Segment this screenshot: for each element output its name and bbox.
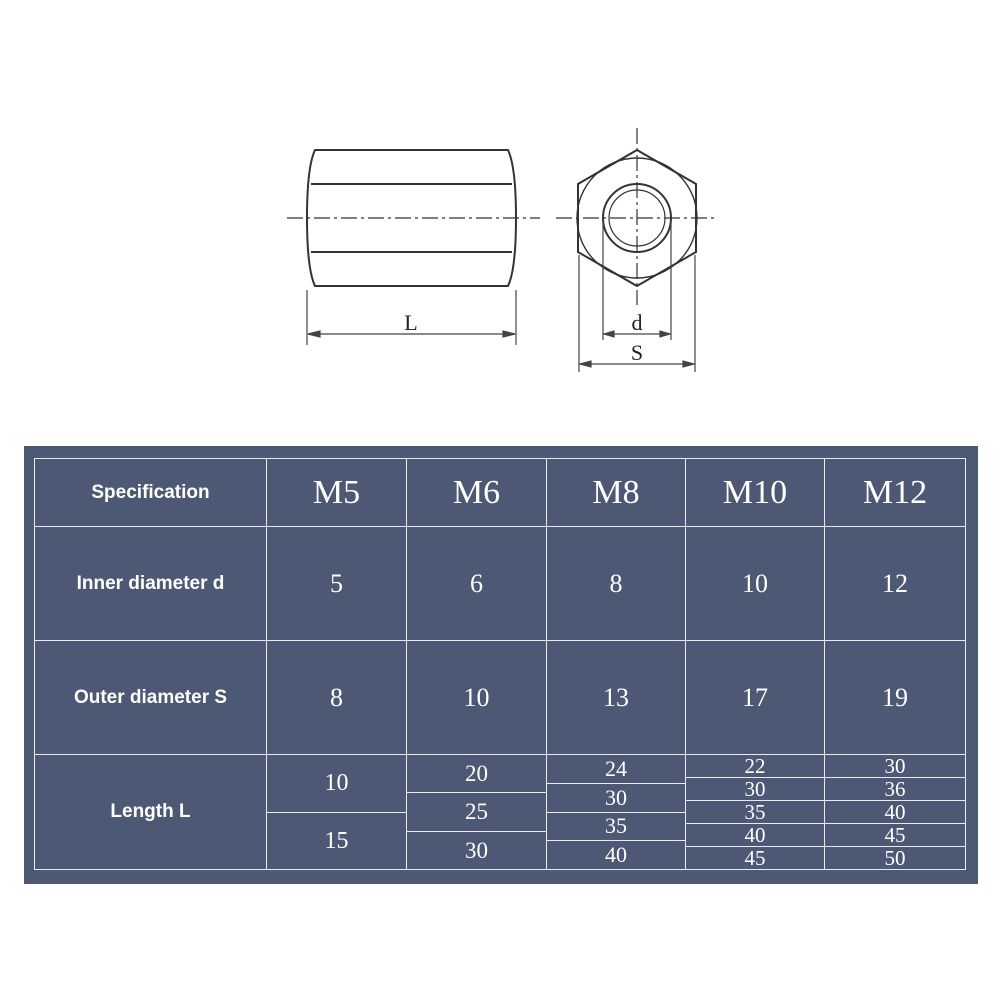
- spec-table-panel: [24, 446, 978, 884]
- size-header: M6: [407, 458, 547, 527]
- outer-diameter-row-label: Outer diameter S: [34, 641, 267, 755]
- length-option: 30: [825, 755, 965, 778]
- length-option: 45: [825, 824, 965, 847]
- length-options-m5: [267, 755, 407, 870]
- outer-diameter-value: 17: [686, 641, 825, 755]
- inner-diameter-label: d: [631, 310, 643, 335]
- length-option: 15: [324, 827, 349, 854]
- length-option: 30: [547, 784, 685, 813]
- length-option: 35: [686, 801, 824, 824]
- technical-drawing: [0, 0, 1000, 420]
- inner-diameter-value: 5: [267, 527, 407, 641]
- size-header: M5: [267, 458, 407, 527]
- length-option: 24: [547, 755, 685, 784]
- size-header: M8: [547, 458, 686, 527]
- inner-diameter-value: 8: [547, 527, 686, 641]
- length-options-m6: [407, 755, 547, 870]
- outer-diameter-label: S: [630, 340, 644, 365]
- outer-diameter-value: 13: [547, 641, 686, 755]
- length-option: 10: [267, 755, 406, 813]
- length-options-m10: [686, 755, 825, 870]
- length-option: 40: [825, 801, 965, 824]
- length-option: 25: [407, 793, 546, 831]
- length-option: 50: [884, 845, 906, 870]
- length-row-label: Length L: [34, 755, 267, 870]
- specification-header: Specification: [34, 458, 267, 527]
- size-header: M12: [825, 458, 966, 527]
- length-option: 30: [465, 837, 488, 863]
- length-options-m8: [547, 755, 686, 870]
- outer-diameter-value: 19: [825, 641, 966, 755]
- length-options-m12: [825, 755, 966, 870]
- length-option: 36: [825, 778, 965, 801]
- side-view: [287, 150, 540, 286]
- length-option: 20: [407, 755, 546, 793]
- length-option: 45: [744, 845, 766, 870]
- size-header: M10: [686, 458, 825, 527]
- length-label: L: [404, 310, 418, 335]
- outer-diameter-value: 10: [407, 641, 547, 755]
- length-option: 40: [605, 842, 627, 868]
- length-option: 30: [686, 778, 824, 801]
- spec-table: [34, 458, 966, 870]
- inner-diameter-row-label: Inner diameter d: [34, 527, 267, 641]
- end-view: [556, 128, 718, 305]
- inner-diameter-value: 12: [825, 527, 966, 641]
- inner-diameter-value: 6: [407, 527, 547, 641]
- length-option: 35: [547, 813, 685, 842]
- length-option: 22: [686, 755, 824, 778]
- length-option: 40: [686, 824, 824, 847]
- outer-diameter-value: 8: [267, 641, 407, 755]
- inner-diameter-value: 10: [686, 527, 825, 641]
